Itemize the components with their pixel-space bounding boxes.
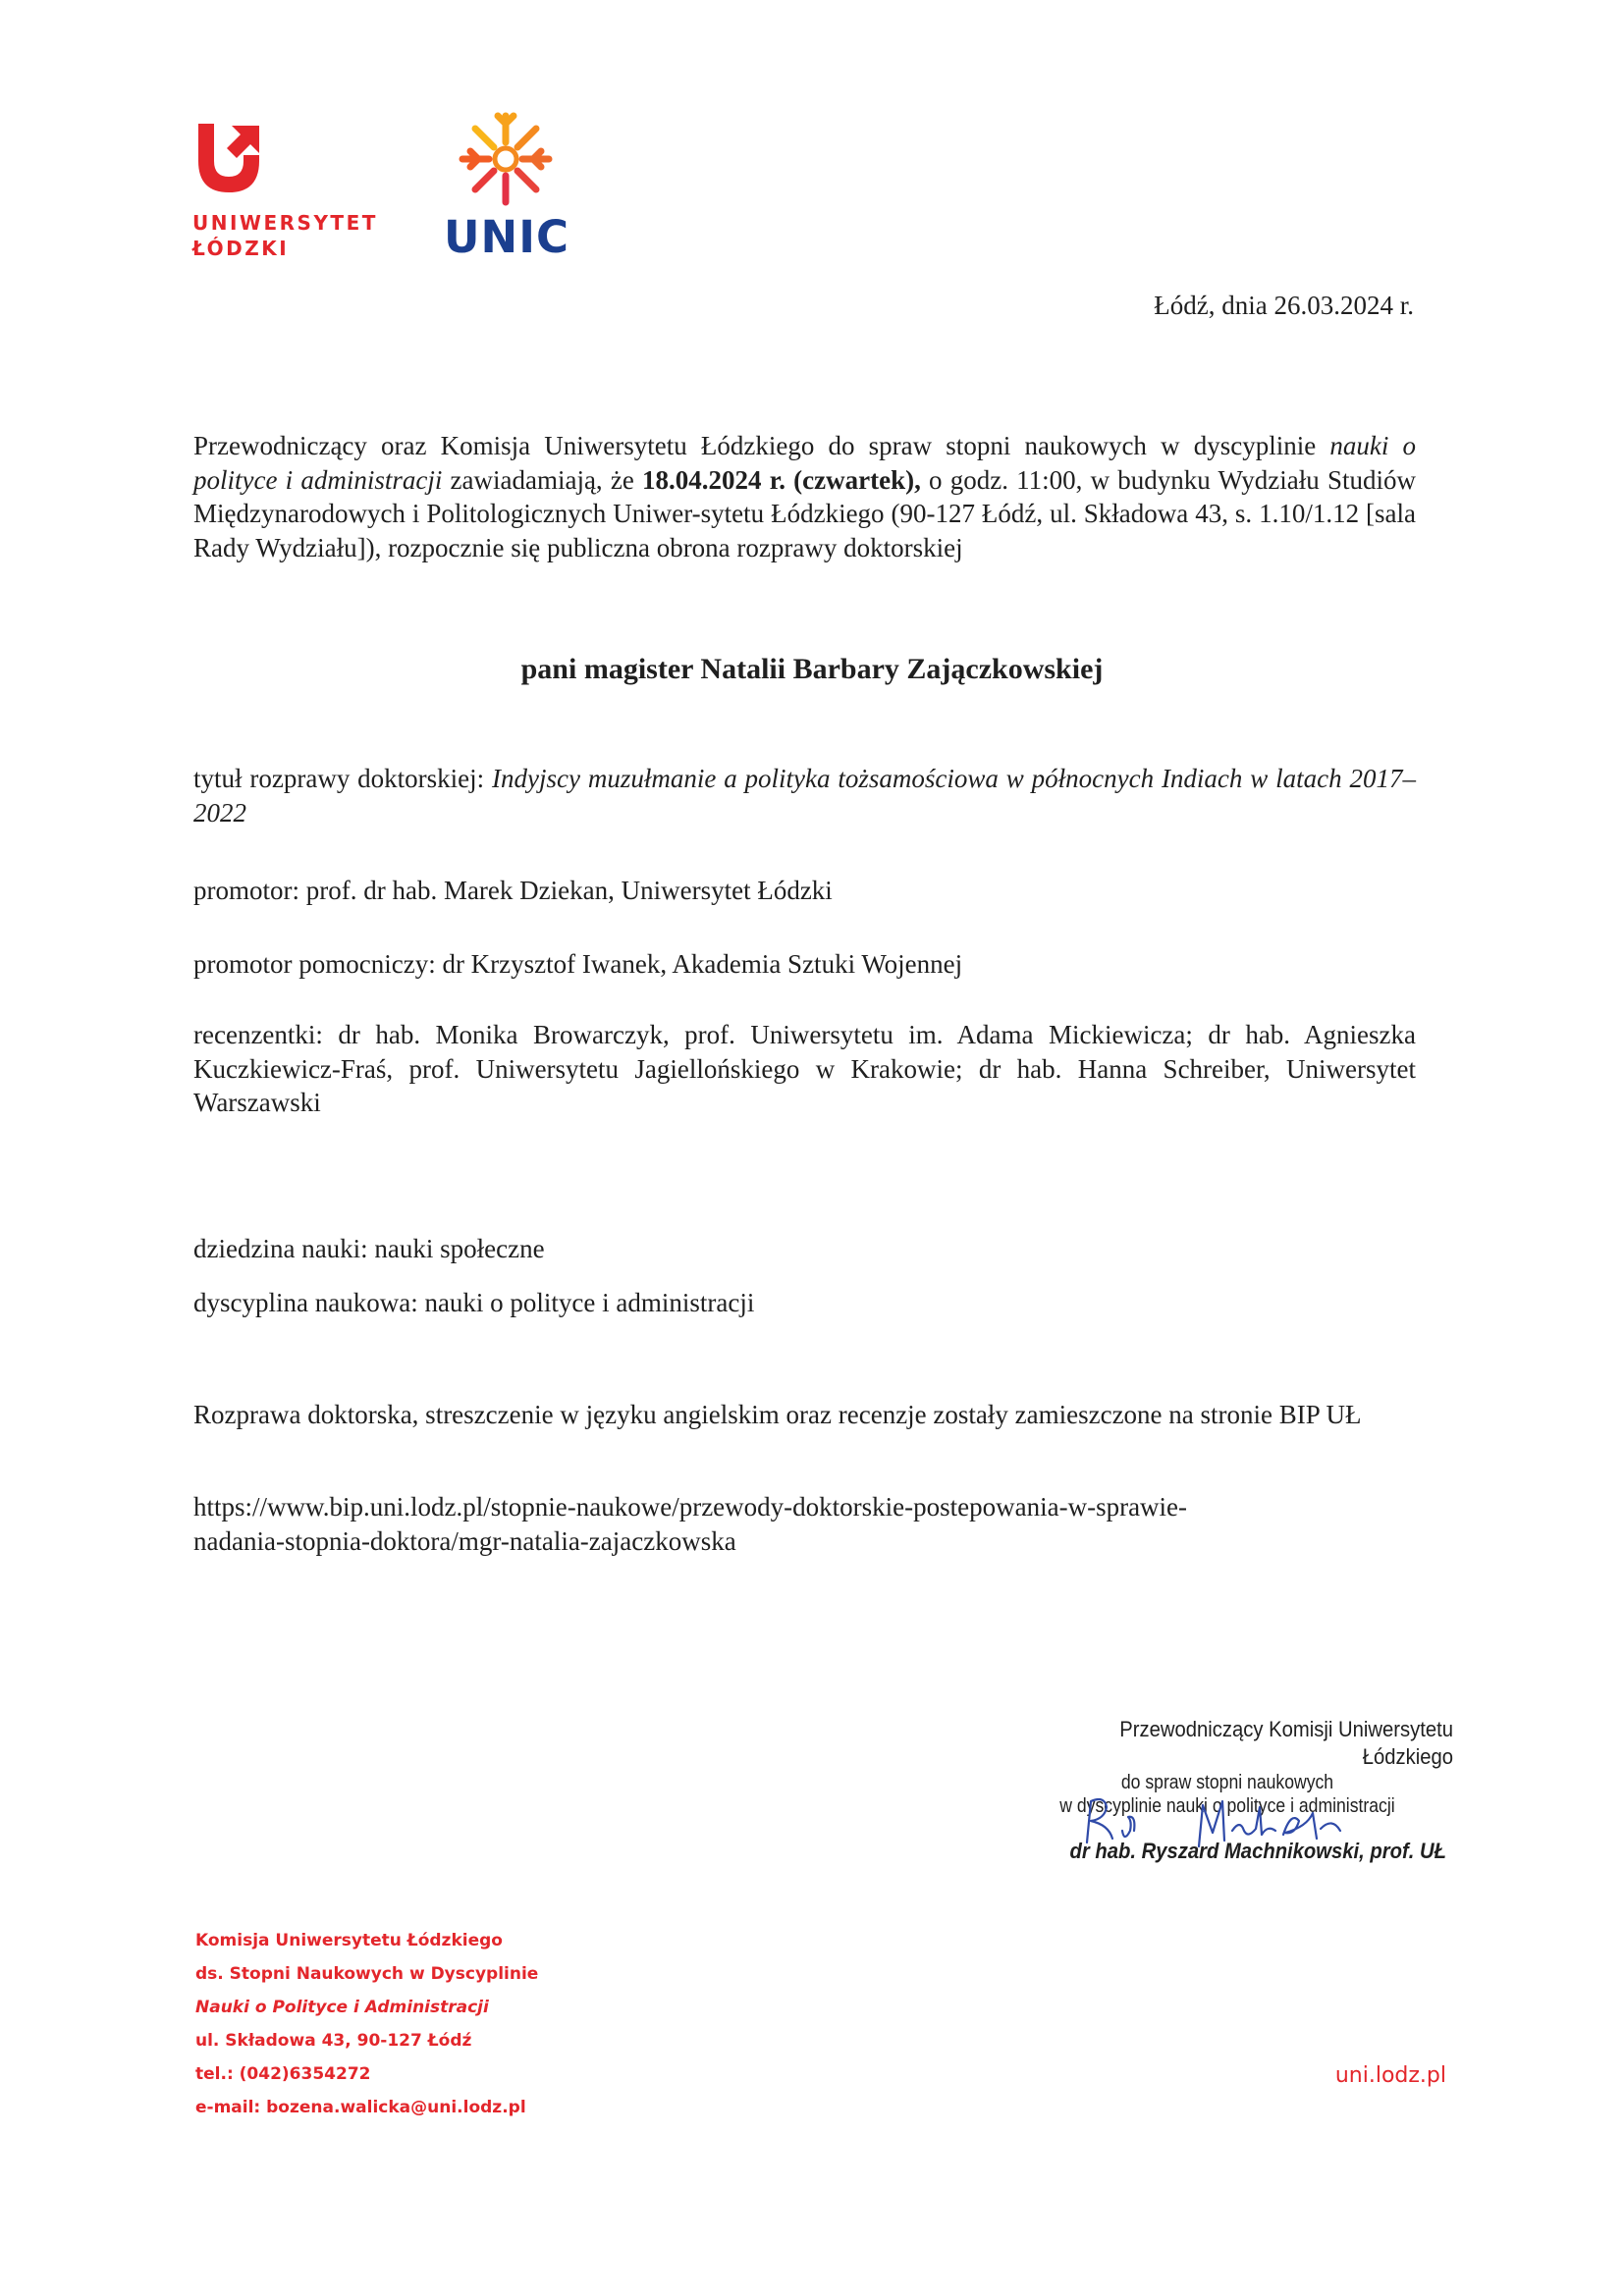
unic-sun-icon [457,110,555,208]
bip-link[interactable] [193,1490,1416,1558]
footer-phone: tel.: (042)6354272 [195,2064,371,2084]
intro-paragraph [193,429,1416,564]
publication-note: Rozprawa doktorska, streszczenie w języku angielskim oraz recenzje zostały zamieszczone na stronie BIP UŁ [193,1400,1362,1429]
thesis-title: Indyjscy muzułmanie a polityka tożsamościowa w północnych Indiach w latach 2017–2022 [193,764,1416,828]
bip-link-line1: https://www.bip.uni.lodz.pl/stopnie-naukowe/przewody-doktorskie-postepowania-w-sprawie- [193,1492,1188,1522]
footer-line4: ul. Składowa 43, 90-127 Łódź [195,2031,472,2051]
field-of-science: dziedzina nauki: nauki społeczne [193,1234,545,1263]
footer-line2: ds. Stopni Naukowych w Dyscyplinie [195,1964,539,1984]
defense-date: 18.04.2024 r. (czwartek), [642,464,921,495]
university-logo-line1: UNIWERSYTET [192,211,378,235]
bip-link-line2: nadania-stopnia-doktora/mgr-natalia-zajaczkowska [193,1525,736,1556]
intro-part1: Przewodniczący oraz Komisja Uniwersytetu Łódzkiego do spraw stopni naukowych w dyscyplinie [193,431,1330,460]
intro-part2: zawiadamiają, że [442,464,643,495]
intro-part3: o godz. 11:00, w budynku Wydziału Studiów Międzynarodowych i Politologicznych Uniwer-sytetu Łódzkiego (90-127 Łódź, ul. Składowa 43, s. 1.10/1.12 [sala Rady Wydziału]), rozpocznie się publiczna obrona rozprawy doktorskiej [193,464,1416,562]
document-date: Łódź, dnia 26.03.2024 r. [1154,291,1414,320]
candidate-name: pani magister Natalii Barbary Zajączkowskiej [520,653,1104,685]
footer-line3: Nauki o Polityce i Administracji [195,1998,489,2017]
scientific-discipline: dyscyplina naukowa: nauki o polityce i administracji [193,1288,755,1317]
signature-line1: Przewodniczący Komisji Uniwersytetu Łódzkiego [1119,1717,1453,1769]
reviewers: recenzentki: dr hab. Monika Browarczyk, prof. Uniwersytetu im. Adama Mickiewicza; dr hab. Agnieszka Kuczkiewicz-Fraś, prof. Uniwersytetu Jagiellońskiego w Krakowie; dr hab. Hanna Schreiber, Uniwersytet Warszawski [193,1020,1416,1117]
footer-email[interactable]: e-mail: bozena.walicka@uni.lodz.pl [195,2098,526,2117]
university-logo [192,120,378,261]
promotor: promotor: prof. dr hab. Marek Dziekan, Uniwersytet Łódzki [193,876,833,905]
university-logo-line2: ŁÓDZKI [192,237,290,260]
thesis-title-paragraph [193,762,1416,829]
university-logo-icon [192,120,265,194]
assistant-promotor: promotor pomocniczy: dr Krzysztof Iwanek, Akademia Sztuki Wojennej [193,949,963,979]
signatory-name: dr hab. Ryszard Machnikowski, prof. UŁ [1069,1839,1446,1863]
footer-line1: Komisja Uniwersytetu Łódzkiego [195,1931,503,1950]
unic-logo [444,110,571,261]
signature-line2: do spraw stopni naukowych [1120,1772,1334,1793]
intro-discipline: nauki o polityce i administracji [193,431,1416,495]
signature-line3: w dyscyplinie nauki o polityce i administracji [1059,1795,1395,1817]
footer-address [195,1924,538,2124]
thesis-label: tytuł rozprawy doktorskiej: [193,764,493,793]
footer-website[interactable]: uni.lodz.pl [1334,2063,1446,2088]
unic-logo-text: UNIC [444,211,569,263]
